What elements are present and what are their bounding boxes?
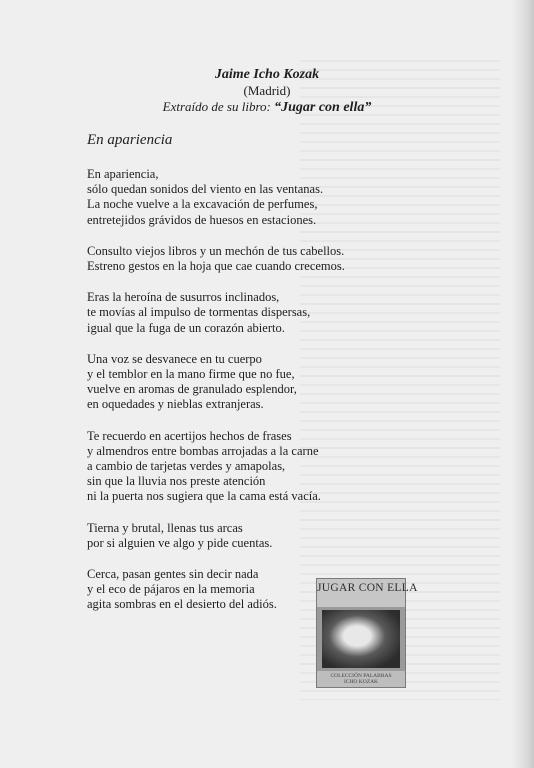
poem-line: Cerca, pasan gentes sin decir nada [87, 567, 259, 582]
poem-line: y el eco de pájaros en la memoria [87, 582, 255, 597]
poem-line: Consulto viejos libros y un mechón de tus cabellos. [87, 243, 345, 258]
poem-header [0, 67, 534, 116]
cover-artwork [322, 610, 400, 668]
author-name: Jaime Icho Kozak [214, 67, 320, 82]
poem-line: Tierna y brutal, llenas tus arcas [87, 520, 243, 535]
poem-line: Eras la heroína de susurros inclinados, [87, 290, 280, 305]
poem-line: agita sombras en el desierto del adiós. [87, 597, 277, 612]
poem-title: En apariencia [87, 132, 173, 148]
cover-footer-line: COLECCIÓN PALABRAS [330, 673, 392, 679]
poem-line: sin que la lluvia nos preste atención [87, 474, 266, 489]
poem-line: Te recuerdo en acertijos hechos de frases [87, 428, 292, 443]
poem-line: y almendros entre bombas arrojadas a la carne [87, 443, 319, 458]
poem-line: igual que la fuga de un corazón abierto. [87, 320, 285, 335]
source-label: Extraído de su libro: [162, 99, 271, 114]
poem-body [87, 167, 387, 629]
book-cover-image [316, 578, 418, 688]
cover-footer-line: ICHO KOZAK [343, 679, 379, 685]
poem-line: ni la puerta nos sugiera que la cama está vacía. [87, 489, 321, 504]
stanza [87, 290, 387, 336]
poem-line: y el temblor en la mano firme que no fue, [87, 367, 295, 382]
stanza [87, 244, 387, 274]
poem-line: a cambio de tarjetas verdes y amapolas, [87, 459, 286, 474]
poem-line: Una voz se desvanece en tu cuerpo [87, 351, 262, 366]
poem-line: La noche vuelve a la excavación de perfumes, [87, 197, 318, 212]
stanza [87, 429, 387, 505]
cover-title: JUGAR CON ELLA [317, 582, 418, 594]
source-line [0, 98, 534, 116]
stanza [87, 167, 387, 228]
author-city: (Madrid) [243, 83, 291, 98]
poem-line: Estreno gestos en la hoja que cae cuando crecemos. [87, 259, 345, 274]
poem-line: por si alguien ve algo y pide cuentas. [87, 535, 273, 550]
poem-line: vuelve en aromas de granulado esplendor, [87, 382, 297, 397]
poem-line: te movías al impulso de tormentas dispersas, [87, 305, 311, 320]
poem-line: en oquedades y nieblas extranjeras. [87, 397, 264, 412]
cover-footer-text [317, 673, 405, 685]
book-title: “Jugar con ella” [274, 100, 372, 115]
stanza [87, 521, 387, 551]
poem-line: En apariencia, [87, 167, 159, 181]
poem-line: sólo quedan sonidos del viento en las ventanas. [87, 182, 324, 197]
stanza [87, 352, 387, 413]
poem-line: entretejidos grávidos de huesos en estaciones. [87, 212, 317, 227]
